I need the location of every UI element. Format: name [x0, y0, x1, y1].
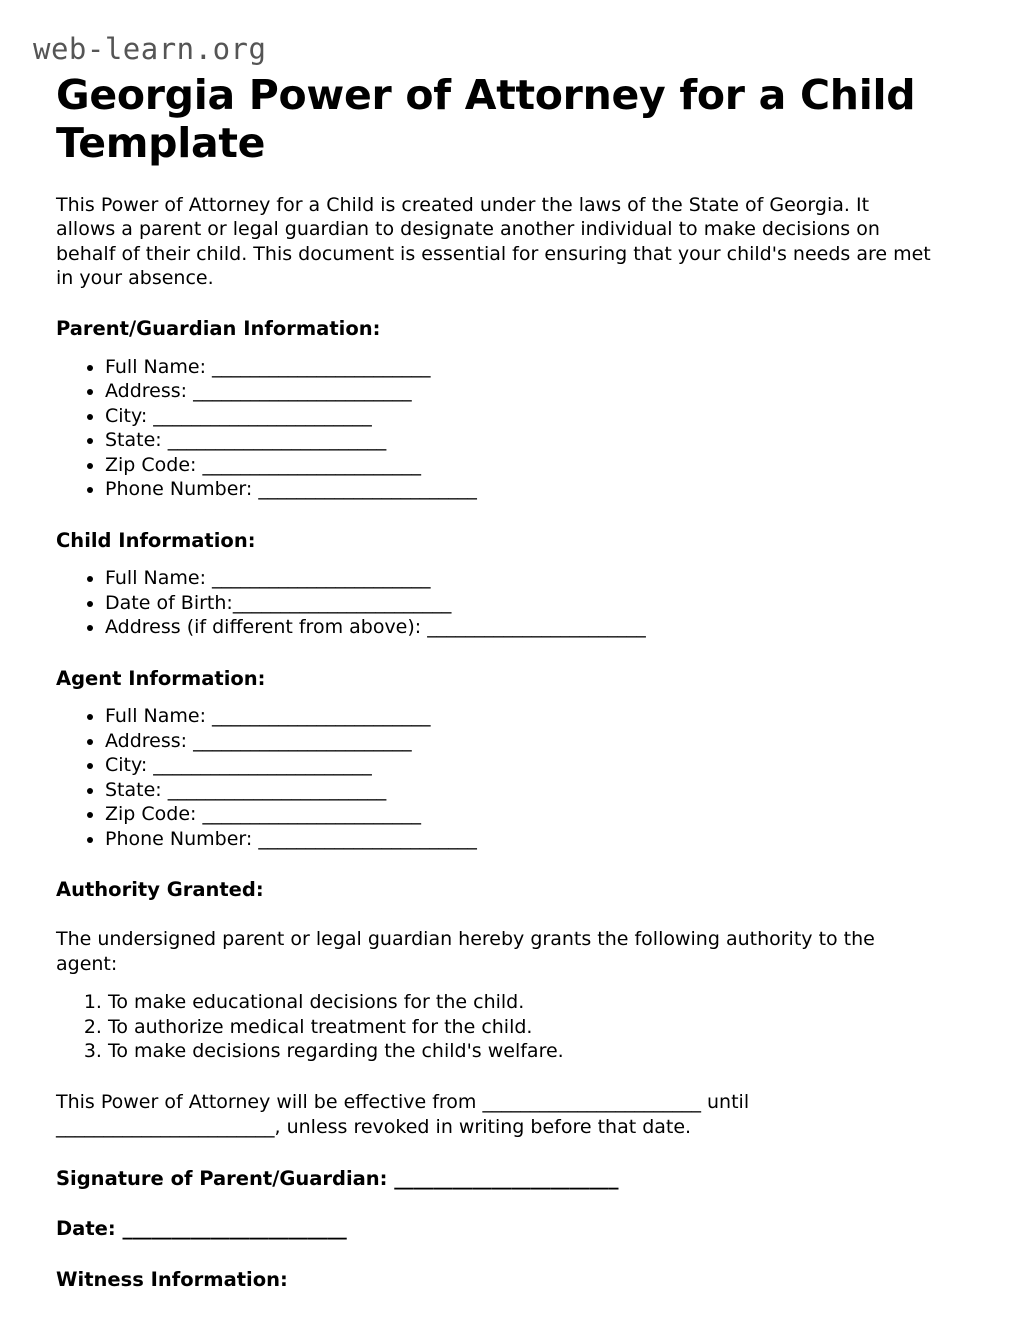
list-item: • Address: _______________________ [105, 379, 934, 404]
page-title: Georgia Power of Attorney for a Child Template [56, 71, 916, 167]
agent-field-list [56, 704, 934, 851]
list-item: • Address (if different from above): _______________________ [105, 615, 934, 640]
signature-parent-guardian-line: Signature of Parent/Guardian: _______________________ [56, 1166, 619, 1190]
list-item: • State: _______________________ [105, 428, 934, 453]
section-heading-child: Child Information: [56, 528, 256, 552]
list-item: • Full Name: _______________________ [105, 566, 934, 591]
signature-date-line: Date: _______________________ [56, 1217, 347, 1241]
parent-guardian-field-list [56, 355, 934, 502]
section-heading-witness: Witness Information: [56, 1267, 288, 1291]
authority-intro-paragraph: The undersigned parent or legal guardian hereby grants the following authority to the agent: [56, 928, 875, 975]
list-item: • Zip Code: _______________________ [105, 453, 934, 478]
list-item: • Phone Number: _______________________ [105, 477, 934, 502]
list-item: • State: _______________________ [105, 778, 934, 803]
section-heading-authority-granted: Authority Granted: [56, 878, 264, 902]
list-item: • City: _______________________ [105, 404, 934, 429]
list-item: • Address: _______________________ [105, 729, 934, 754]
section-heading-agent: Agent Information: [56, 666, 266, 690]
section-heading-parent-guardian: Parent/Guardian Information: [56, 317, 381, 341]
list-item: • Full Name: _______________________ [105, 355, 934, 380]
document-content [56, 72, 934, 1292]
list-item: 2. To authorize medical treatment for the child. [108, 1015, 934, 1040]
list-item: • Full Name: _______________________ [105, 704, 934, 729]
list-item: • Phone Number: _______________________ [105, 827, 934, 852]
authority-granted-list [56, 990, 934, 1064]
child-field-list [56, 566, 934, 640]
list-item: • Zip Code: _______________________ [105, 802, 934, 827]
site-logo: web-learn.org [33, 32, 267, 66]
intro-paragraph: This Power of Attorney for a Child is created under the laws of the State of Georgia. It allows a parent or legal guardian to designate another individual to make decisions on behalf of their child. This document is essential for ensuring that your child's needs are met in your absence. [56, 194, 931, 290]
list-item: 1. To make educational decisions for the child. [108, 990, 934, 1015]
list-item: • Date of Birth:_______________________ [105, 591, 934, 616]
effective-dates-paragraph: This Power of Attorney will be effective from _______________________ until _______________________, unless revoked in writing before that date. [56, 1090, 750, 1139]
list-item: • City: _______________________ [105, 753, 934, 778]
list-item: 3. To make decisions regarding the child's welfare. [108, 1039, 934, 1064]
